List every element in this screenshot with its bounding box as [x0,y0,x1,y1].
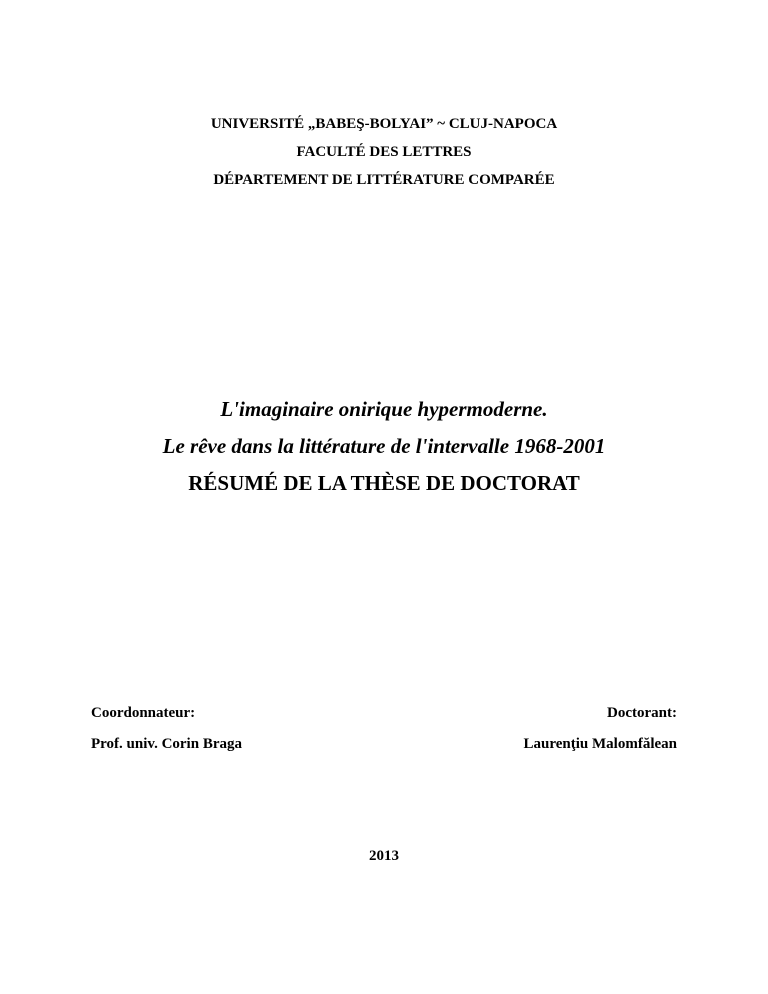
thesis-title-line-1: L'imaginaire onirique hypermoderne. [220,397,548,421]
doctoral-candidate-label: Doctorant: [607,705,677,721]
department-name: DÉPARTEMENT DE LITTÉRATURE COMPARÉE [213,172,555,188]
faculty-name: FACULTÉ DES LETTRES [296,144,472,160]
document-type-title: RÉSUMÉ DE LA THÈSE DE DOCTORAT [188,471,580,495]
thesis-title-line-2: Le rêve dans la littérature de l'intervalle 1968-2001 [162,434,606,458]
year: 2013 [369,848,399,864]
university-name: UNIVERSITÉ „BABEŞ-BOLYAI” ~ CLUJ-NAPOCA [210,116,558,132]
doctoral-candidate-name: Laurenţiu Malomfălean [523,736,677,752]
coordinator-name: Prof. univ. Corin Braga [91,736,242,752]
coordinator-label: Coordonnateur: [91,705,196,721]
